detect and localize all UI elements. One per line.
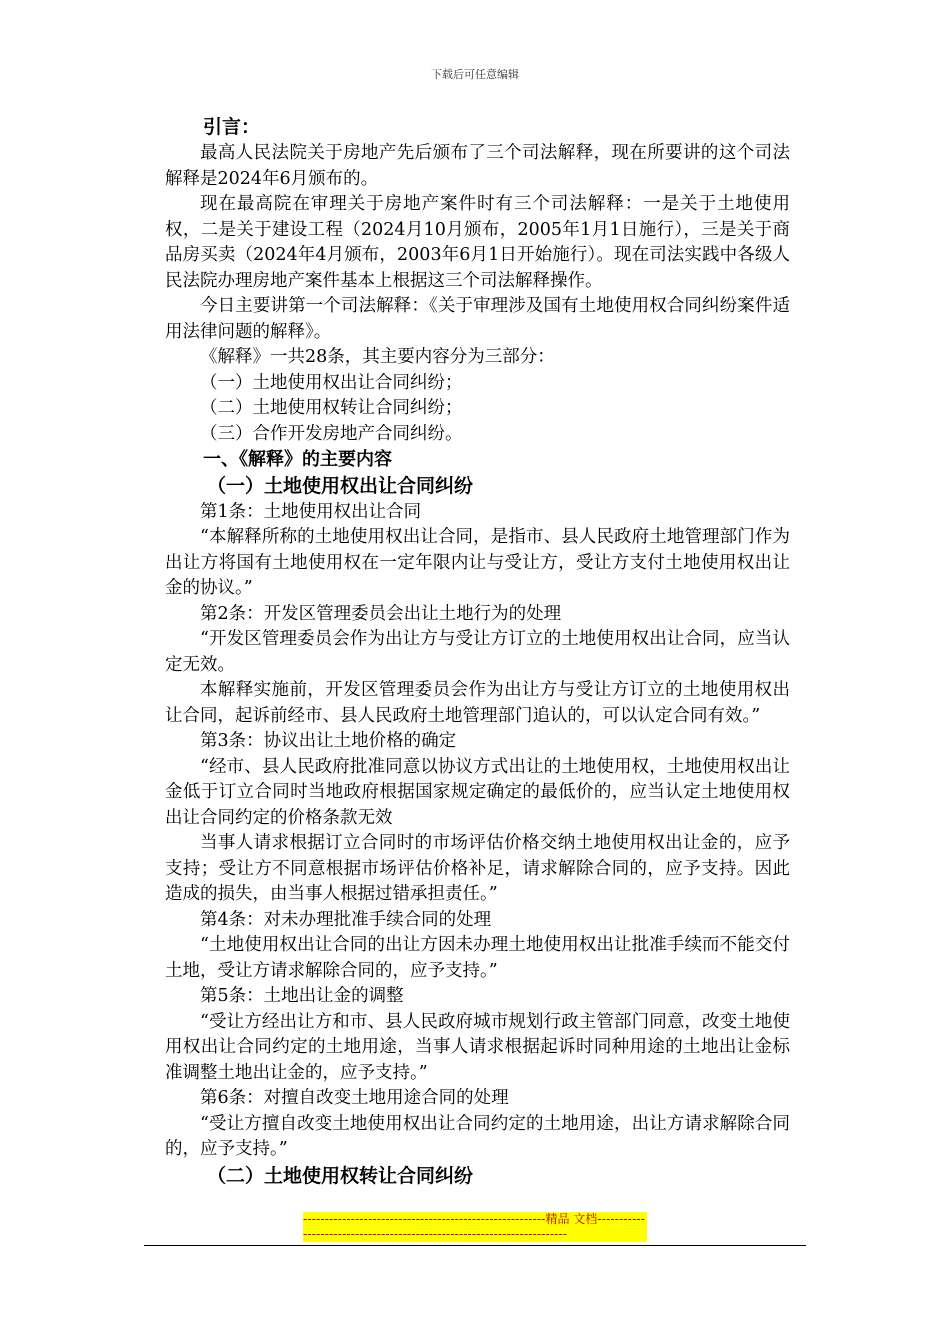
article-3-title: 第3条：协议出让土地价格的确定 bbox=[200, 731, 457, 751]
article-4-text: “土地使用权出让合同的出让方因未办理土地使用权出让批准手续而不能交付土地，受让方请求解除合同的，应予支持。” bbox=[165, 935, 790, 981]
intro-list-item-1: （一）土地使用权出让合同纠纷； bbox=[200, 372, 463, 393]
article-2-title: 第2条：开发区管理委员会出让土地行为的处理 bbox=[200, 603, 562, 624]
article-6-title: 第6条：对擅自改变土地用途合同的处理 bbox=[200, 1088, 509, 1108]
section-1-1-heading: （一）土地使用权出让合同纠纷 bbox=[207, 474, 474, 497]
intro-paragraph-2: 现在最高院在审理关于房地产案件时有三个司法解释：一是关于土地使用权，二是关于建设工程（2024月10月颁布，2005年1月1日施行），三是关于商品房买卖（2024年4月颁布，2003年6月1日开始施行）。现在司法实践中各级人民法院办理房地产案件基本上根据这三个司法解释操作。 bbox=[165, 194, 790, 291]
article-5-title: 第5条：土地出让金的调整 bbox=[200, 986, 404, 1006]
article-3-text-2: 当事人请求根据订立合同时的市场评估价格交纳土地使用权出让金的，应予支持；受让方不同意根据市场评估价格补足，请求解除合同的，应予支持。因此造成的损失，由当事人根据过错承担责任。” bbox=[165, 833, 790, 904]
footer-watermark-band: --------------------------------------------------------精品 文档------------------------------------------------------------------------ bbox=[303, 1212, 647, 1242]
intro-heading: 引言： bbox=[203, 116, 261, 138]
article-2-text-1: “开发区管理委员会作为出让方与受让方订立的土地使用权出让合同，应当认定无效。 bbox=[165, 629, 790, 675]
section-1-heading: 一、《解释》的主要内容 bbox=[203, 449, 392, 470]
article-1-text: “本解释所称的土地使用权出让合同，是指市、县人民政府土地管理部门作为出让方将国有土地使用权在一定年限内让与受让方，受让方支付土地使用权出让金的协议。” bbox=[165, 527, 790, 598]
footer-divider bbox=[144, 1245, 806, 1246]
intro-paragraph-3: 今日主要讲第一个司法解释：《关于审理涉及国有土地使用权合同纠纷案件适用法律问题的解释》。 bbox=[165, 296, 790, 342]
article-3-text-1: “经市、县人民政府批准同意以协议方式出让的土地使用权，土地使用权出让金低于订立合同时当地政府根据国家规定确定的最低价的，应当认定土地使用权出让合同约定的价格条款无效 bbox=[165, 756, 790, 828]
article-2-text-2: 本解释实施前，开发区管理委员会作为出让方与受让方订立的土地使用权出让合同，起诉前经市、县人民政府土地管理部门追认的，可以认定合同有效。” bbox=[165, 680, 790, 726]
intro-paragraph-4: 《解释》一共28条，其主要内容分为三部分： bbox=[200, 347, 555, 367]
document-body bbox=[165, 114, 790, 1190]
intro-paragraph-1: 最高人民法院关于房地产先后颁布了三个司法解释，现在所要讲的这个司法解释是2024年6月颁布的。 bbox=[165, 143, 790, 189]
page-header: 下载后可任意编辑 bbox=[431, 68, 519, 81]
intro-list-item-3: （三）合作开发房地产合同纠纷。 bbox=[200, 423, 463, 444]
article-6-text: “受让方擅自改变土地使用权出让合同约定的土地用途，出让方请求解除合同的，应予支持。” bbox=[165, 1113, 790, 1159]
article-5-text: “受让方经出让方和市、县人民政府城市规划行政主管部门同意，改变土地使用权出让合同约定的土地用途，当事人请求根据起诉时同种用途的土地出让金标准调整土地出让金的，应予支持。” bbox=[165, 1011, 790, 1083]
section-1-2-heading: （二）土地使用权转让合同纠纷 bbox=[207, 1164, 474, 1187]
article-1-title: 第1条：土地使用权出让合同 bbox=[200, 501, 422, 522]
intro-list-item-2: （二）土地使用权转让合同纠纷； bbox=[200, 398, 463, 418]
article-4-title: 第4条：对未办理批准手续合同的处理 bbox=[200, 909, 492, 930]
